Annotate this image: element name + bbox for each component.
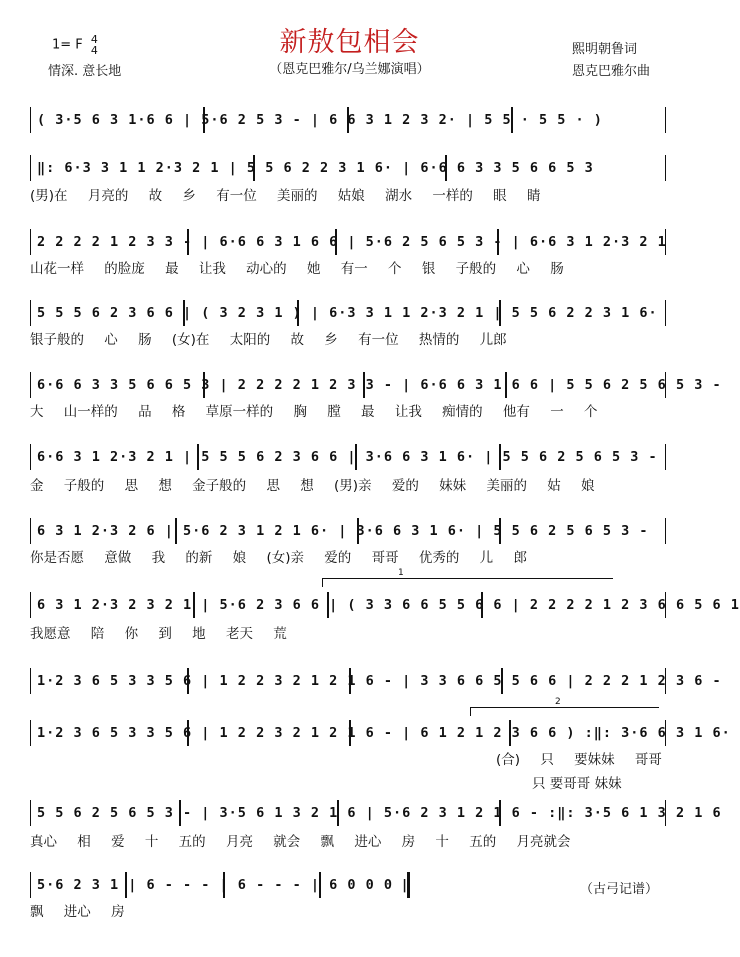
notes-row-4: 5 5 5 6 2 3 6 6 | ( 3 2 3 1 ) | 6·3 3 1 1 2·3 2 1 | 5 5 6 2 2 3 1 6· xyxy=(37,305,658,321)
lyric-row-8: 我愿意 陪 你 到 地 老天 荒 xyxy=(30,626,287,642)
second-ending-bracket xyxy=(470,707,659,716)
lyric-row-5: 大 山一样的 品 格 草原一样的 胸 膛 最 让我 痴情的 他有 一 个 xyxy=(30,404,598,420)
lyric-row-10: (合) 只 要妹妹 哥哥 xyxy=(496,752,662,768)
lyric-row-7: 你是否愿 意做 我 的新 娘 (女)亲 爱的 哥哥 优秀的 儿 郎 xyxy=(30,550,527,566)
notes-row-11: 5 5 6 2 5 6 5 3 - | 3·5 6 1 3 2 1 6 | 5·6 2 3 1 2 1 6 - :‖: 3·5 6 1 3 2 1 6 xyxy=(37,805,722,821)
staff-row-7 xyxy=(30,518,666,544)
staff-row-2 xyxy=(30,155,666,181)
lyric-row-4: 银子般的 心 肠 (女)在 太阳的 故 乡 有一位 热情的 儿郎 xyxy=(30,332,507,348)
lyric-row-11: 真心 相 爱 十 五的 月亮 就会 飘 进心 房 十 五的 月亮就会 xyxy=(30,834,571,850)
lyric-row-12: 飘 进心 房 xyxy=(30,904,125,920)
staff-row-4 xyxy=(30,300,666,326)
notes-row-8: 6 3 1 2·3 2 3 2 1 | 5·6 2 3 6 6 | ( 3 3 6 6 5 5 6 6 | 2 2 2 2 1 2 3 6 6 5 6 1 xyxy=(37,597,740,613)
song-subtitle: （恩克巴雅尔/乌兰娜演唱） xyxy=(269,62,430,77)
lyric-row-3: 山花一样 的脸庞 最 让我 动心的 她 有一 个 银 子般的 心 肠 xyxy=(30,261,564,277)
key-signature xyxy=(52,34,98,56)
staff-row-3 xyxy=(30,229,666,255)
song-title: 新敖包相会 xyxy=(279,27,420,58)
tempo-mood: 情深. 意长地 xyxy=(48,64,122,79)
first-ending-number: 1 xyxy=(398,568,404,578)
notes-row-3: 2 2 2 2 1 2 3 3 - | 6·6 6 3 1 6 6 | 5·6 2 5 6 5 3 - | 6·6 3 1 2·3 2 1 xyxy=(37,234,667,250)
notes-row-12: 5·6 2 3 1 | 6 - - - | 6 - - - | 6 0 0 0 ‖ xyxy=(37,877,412,893)
lyric-row-2: (男)在 月亮的 故 乡 有一位 美丽的 姑娘 湖水 一样的 眼 睛 xyxy=(30,188,541,204)
notes-row-10: 1·2 3 6 5 3 3 5 6 | 1 2 2 3 2 1 2 1 6 - | 6 1 2 1 2 3 6 6 ) :‖: 3·6 6 3 1 6· xyxy=(37,725,731,741)
notes-row-1: ( 3·5 6 3 1·6 6 | 5·6 2 5 3 - | 6 6 3 1 2 3 2· | 5 5 · 5 5 · ) xyxy=(37,112,603,128)
key-label: 1= F xyxy=(52,37,83,53)
lyricist-credit: 熙明朝鲁词 xyxy=(572,42,638,57)
staff-row-10 xyxy=(30,720,731,746)
staff-row-6 xyxy=(30,444,666,470)
staff-row-1 xyxy=(30,107,666,133)
staff-row-9 xyxy=(30,668,722,694)
time-signature-top: 4 xyxy=(90,33,98,46)
time-signature xyxy=(91,34,98,56)
composer-credit: 恩克巴雅尔曲 xyxy=(572,64,651,79)
staff-row-12 xyxy=(30,872,410,898)
first-ending-bracket xyxy=(322,578,613,587)
chorus-lyric-line-2: 只 要哥哥 妹妹 xyxy=(532,776,622,792)
transcriber-note: （古弓记谱） xyxy=(580,882,659,897)
staff-row-11 xyxy=(30,800,722,826)
notes-row-2: ‖: 6·3 3 1 1 2·3 2 1 | 5 5 6 2 2 3 1 6· | 6·6 6 3 3 5 6 6 5 3 xyxy=(37,160,594,176)
notes-row-7: 6 3 1 2·3 2 6 | 5·6 2 3 1 2 1 6· | 3·6 6 3 1 6· | 5 5 6 2 5 6 5 3 - xyxy=(37,523,649,539)
notes-row-6: 6·6 3 1 2·3 2 1 | 5 5 5 6 2 3 6 6 | 3·6 6 3 1 6· | 5 5 6 2 5 6 5 3 - xyxy=(37,449,658,465)
time-signature-bottom: 4 xyxy=(90,44,98,57)
notes-row-5: 6·6 6 3 3 5 6 6 5 3 | 2 2 2 2 1 2 3 3 - | 6·6 6 3 1 6 6 | 5 5 6 2 5 6 5 3 - xyxy=(37,377,722,393)
staff-row-8 xyxy=(30,592,740,618)
notes-row-9: 1·2 3 6 5 3 3 5 6 | 1 2 2 3 2 1 2 1 6 - | 3 3 6 6 5 5 6 6 | 2 2 2 1 2 3 6 - xyxy=(37,673,722,689)
second-ending-number: 2 xyxy=(555,697,561,707)
lyric-row-6: 金 子般的 思 想 金子般的 思 想 (男)亲 爱的 妹妹 美丽的 姑 娘 xyxy=(30,478,595,494)
staff-row-5 xyxy=(30,372,722,398)
